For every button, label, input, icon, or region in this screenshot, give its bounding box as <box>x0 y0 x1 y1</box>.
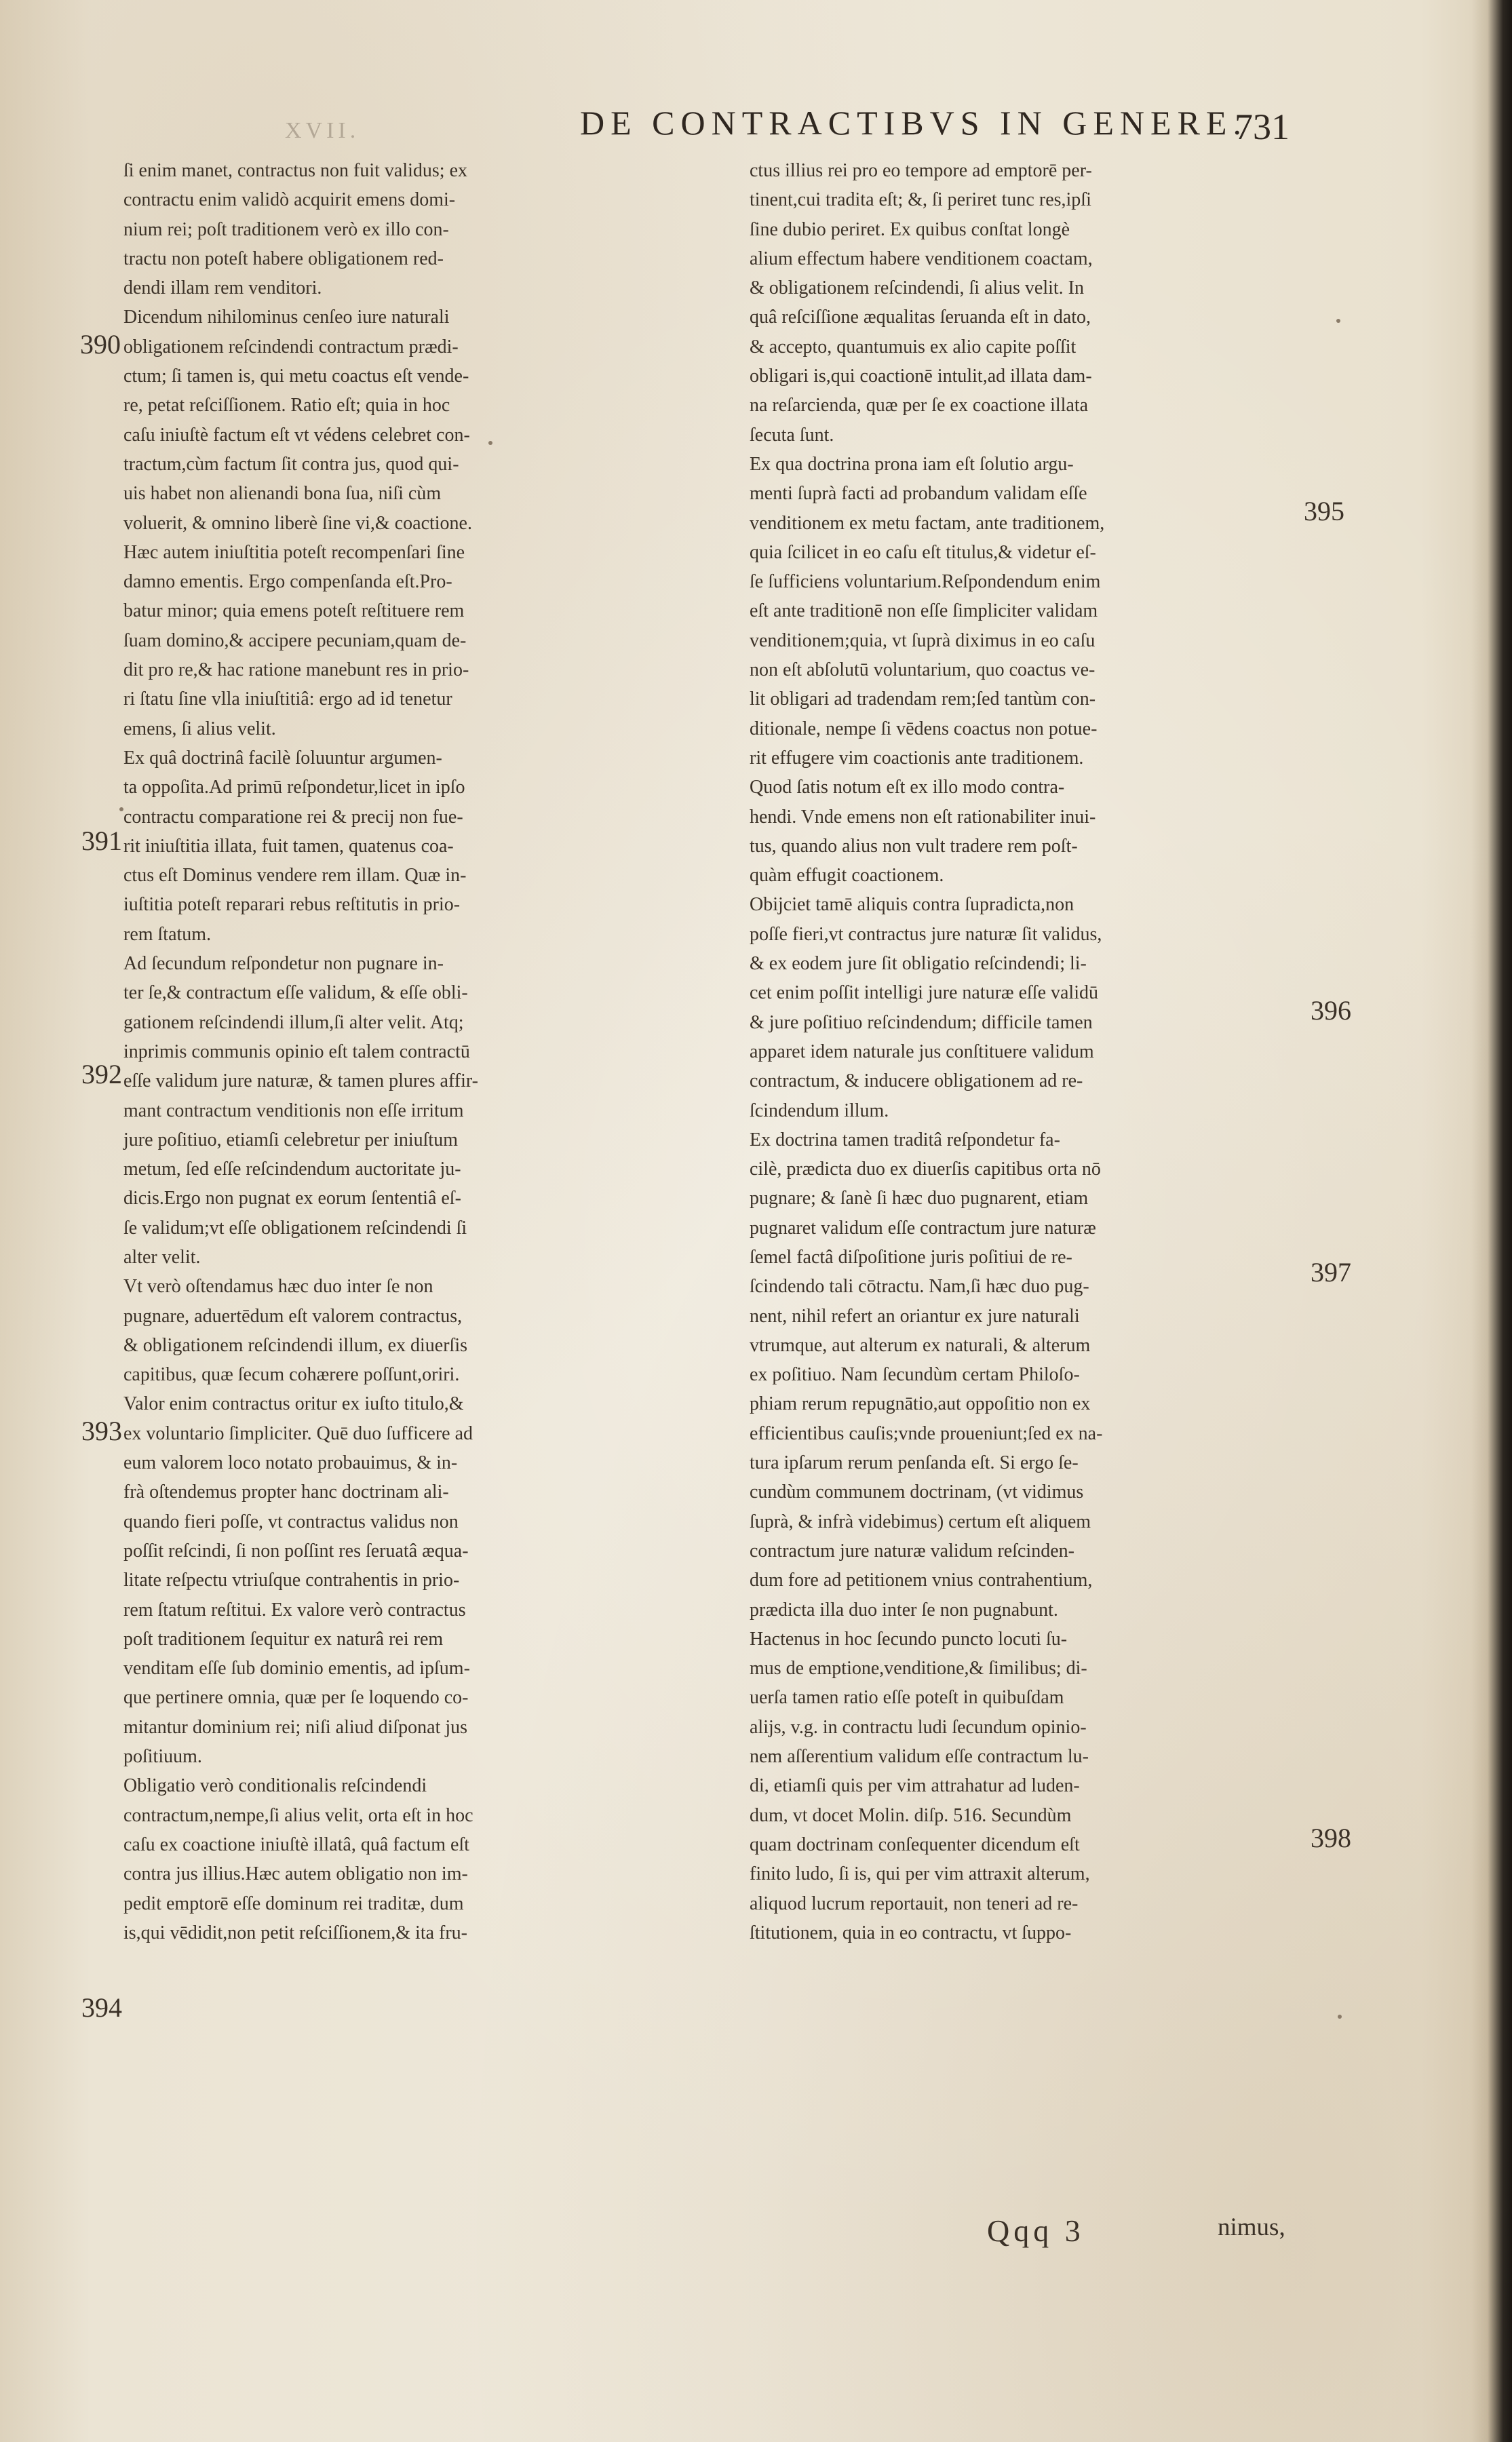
text-line: re, petat reſciſſionem. Ratio eſt; quia in hoc <box>123 395 450 416</box>
text-line: mant contractum venditionis non eſſe irritum <box>123 1100 464 1121</box>
text-line: ſcindendum illum. <box>750 1100 889 1121</box>
text-line: batur minor; quia emens poteſt reſtituere rem <box>123 600 465 622</box>
text-line: nent, nihil refert an oriantur ex jure naturali <box>750 1305 1080 1327</box>
text-line: Hactenus in hoc ſecundo puncto locuti ſu- <box>750 1628 1068 1650</box>
text-line: uis habet non alienandi bona ſua, niſi cùm <box>123 483 442 505</box>
text-line: ta oppoſita.Ad primū reſpondetur,licet in ipſo <box>123 777 465 798</box>
text-line: quia ſcilicet in eo caſu eſt titulus,& videtur eſ- <box>750 541 1096 563</box>
margin-number: 398 <box>1311 1823 1351 1853</box>
text-line: lit obligari ad tradendam rem;ſed tantùm con- <box>750 689 1096 710</box>
text-line: Obligatio verò conditionalis reſcindendi <box>123 1775 427 1797</box>
text-line: Ex qua doctrina prona iam eſt ſolutio argu- <box>750 453 1074 475</box>
text-line: contra jus illius.Hæc autem obligatio non im- <box>123 1863 468 1885</box>
text-line: di, etiamſi quis per vim attrahatur ad luden- <box>750 1775 1080 1797</box>
margin-number: 392 <box>81 1059 122 1089</box>
left-column <box>123 156 734 1947</box>
text-line: contractu comparatione rei & precij non fue- <box>123 806 463 828</box>
text-line: obligari is,qui coactionē intulit,ad illata dam- <box>750 366 1092 387</box>
text-line: Ex quâ doctrinâ facilè ſoluuntur argumen- <box>123 747 442 769</box>
margin-number: 396 <box>1311 995 1351 1026</box>
text-line: dendi illam rem venditori. <box>123 277 322 299</box>
text-line: metum, ſed eſſe reſcindendum auctoritate ju- <box>123 1159 461 1180</box>
text-line: mus de emptione,venditione,& ſimilibus; di- <box>750 1658 1087 1680</box>
text-line: phiam rerum repugnātio,aut oppoſitio non ex <box>750 1393 1091 1415</box>
text-line: prædicta illa duo inter ſe non pugnabunt. <box>750 1599 1058 1621</box>
text-line: cilè, prædicta duo ex diuerſis capitibus orta nō <box>750 1159 1101 1180</box>
text-line: tus, quando alius non vult tradere rem poſt- <box>750 835 1078 857</box>
text-line: tractu non poteſt habere obligationem red- <box>123 248 444 269</box>
text-line: Obijciet tamē aliquis contra ſupradicta,non <box>750 894 1074 916</box>
text-line: ſuam domino,& accipere pecuniam,quam de- <box>123 629 467 651</box>
text-line: litate reſpectu vtriuſque contrahentis in prio- <box>123 1570 460 1591</box>
text-line: caſu ex coactione iniuſtè illatâ, quâ factum eſt <box>123 1834 470 1855</box>
text-line: ter ſe,& contractum eſſe validum, & eſſe obli- <box>123 982 468 1004</box>
text-line: & jure poſitiuo reſcindendum; difficile tamen <box>750 1011 1093 1033</box>
text-line: alter velit. <box>123 1246 201 1268</box>
text-line: pedit emptorē eſſe dominum rei traditæ, dum <box>123 1893 464 1914</box>
page-number: 731 <box>1235 106 1290 147</box>
text-line: finito ludo, ſi is, qui per vim attraxit alterum, <box>750 1863 1090 1885</box>
text-line: Hæc autem iniuſtitia poteſt recompenſari ſine <box>123 541 465 563</box>
signature-mark: Qqq 3 <box>987 2213 1085 2248</box>
text-line: cundùm communem doctrinam, (vt vidimus <box>750 1481 1084 1503</box>
text-line: quando fieri poſſe, vt contractus validus non <box>123 1511 459 1532</box>
text-line: ctus illius rei pro eo tempore ad emptorē per- <box>750 160 1092 181</box>
text-line: tinent,cui tradita eſt; &, ſi periret tunc res,ipſi <box>750 189 1091 211</box>
text-line: nium rei; poſt traditionem verò ex illo con- <box>123 218 449 240</box>
text-line: ſcindendo tali cōtractu. Nam,ſi hæc duo pug- <box>750 1276 1089 1298</box>
text-line: contractum,nempe,ſi alius velit, orta eſt in hoc <box>123 1804 473 1826</box>
text-line: efficientibus cauſis;vnde proueniunt;ſed ex na- <box>750 1422 1103 1444</box>
text-line: pugnare, aduertēdum eſt valorem contractus, <box>123 1305 463 1327</box>
running-header <box>81 103 1330 151</box>
text-line: dum fore ad petitionem vnius contrahentium, <box>750 1570 1093 1591</box>
text-line: pugnare; & ſanè ſi hæc duo pugnarent, etiam <box>750 1188 1089 1209</box>
text-line: quam doctrinam conſequenter dicendum eſt <box>750 1834 1080 1855</box>
text-line: caſu iniuſtè factum eſt vt védens celebret con- <box>123 424 470 446</box>
text-line: & obligationem reſcindendi, ſi alius velit. In <box>750 277 1085 299</box>
text-line: non eſt abſolutū voluntarium, quo coactus ve- <box>750 659 1096 681</box>
margin-number: 393 <box>81 1416 122 1446</box>
text-line: rem ſtatum. <box>123 923 212 945</box>
text-line: tractum,cùm factum ſit contra jus, quod qui- <box>123 453 459 475</box>
text-line: que pertinere omnia, quæ per ſe loquendo co- <box>123 1687 469 1709</box>
catchword: nimus, <box>1218 2213 1285 2241</box>
text-line: quàm effugit coactionem. <box>750 865 944 887</box>
margin-number: 397 <box>1311 1257 1351 1287</box>
margin-number: 391 <box>81 826 122 856</box>
text-line: ſe validum;vt eſſe obligationem reſcindendi ſi <box>123 1217 467 1239</box>
text-line: ditionale, nempe ſi vēdens coactus non potue- <box>750 718 1098 739</box>
text-line: eſſe validum jure naturæ, & tamen plures affir- <box>123 1070 478 1092</box>
text-line: eum valorem loco notato probauimus, & in- <box>123 1452 458 1474</box>
text-line: poſt traditionem ſequitur ex naturâ rei rem <box>123 1628 444 1650</box>
text-line: poſſit reſcindi, ſi non poſſint res ſeruatâ æqua- <box>123 1540 469 1562</box>
text-line: inprimis communis opinio eſt talem contractū <box>123 1041 470 1062</box>
text-line: Dicendum nihilominus cenſeo iure naturali <box>123 307 450 328</box>
text-line: rem ſtatum reſtitui. Ex valore verò contractus <box>123 1599 466 1621</box>
text-line: gationem reſcindendi illum,ſi alter velit. Atq; <box>123 1011 464 1033</box>
text-line: is,qui vēdidit,non petit reſciſſionem,& ita fru- <box>123 1922 468 1943</box>
text-line: poſſe fieri,vt contractus jure naturæ ſit validus, <box>750 923 1102 945</box>
text-line: Ex doctrina tamen traditâ reſpondetur fa- <box>750 1129 1060 1150</box>
text-line: quâ reſciſſione æqualitas ſeruanda eſt in dato, <box>750 307 1091 328</box>
binding-edge <box>1471 0 1512 2442</box>
text-line: contractum, & inducere obligationem ad re- <box>750 1070 1083 1092</box>
margin-number: 395 <box>1304 496 1344 526</box>
text-line: rit iniuſtitia illata, fuit tamen, quatenus coa- <box>123 835 454 857</box>
text-line: alijs, v.g. in contractu ludi ſecundum opinio- <box>750 1716 1087 1738</box>
running-title: DE CONTRACTIBVS IN GENERE. <box>580 104 1247 142</box>
text-line: ex poſitiuo. Nam ſecundùm certam Philoſo- <box>750 1364 1080 1386</box>
text-line: dicis.Ergo non pugnat ex eorum ſententiâ eſ- <box>123 1188 461 1209</box>
text-line: Quod ſatis notum eſt ex illo modo contra- <box>750 777 1065 798</box>
text-line: vtrumque, aut alterum ex naturali, & alterum <box>750 1334 1091 1356</box>
text-line: na reſarcienda, quæ per ſe ex coactione illata <box>750 395 1089 416</box>
text-line: nem aſſerentium validum eſſe contractum lu- <box>750 1746 1089 1768</box>
text-line: damno ementis. Ergo compenſanda eſt.Pro- <box>123 571 452 593</box>
text-line: menti ſuprà facti ad probandum validam eſſe <box>750 483 1087 505</box>
text-line: dit pro re,& hac ratione manebunt res in prio- <box>123 659 469 681</box>
text-line: capitibus, quæ ſecum cohærere poſſunt,oriri. <box>123 1364 460 1386</box>
text-line: ex voluntario ſimpliciter. Quē duo ſufficere ad <box>123 1422 473 1444</box>
margin-number: 390 <box>80 329 121 360</box>
text-line: jure poſitiuo, etiamſi celebretur per iniuſtum <box>123 1129 458 1150</box>
text-line: tura ipſarum rerum penſanda eſt. Si ergo ſe- <box>750 1452 1079 1474</box>
text-line: ſine dubio periret. Ex quibus conſtat longè <box>750 218 1070 240</box>
text-line: iuſtitia poteſt reparari rebus reſtitutis in prio- <box>123 894 461 916</box>
text-line: ctus eſt Dominus vendere rem illam. Quæ in- <box>123 865 467 887</box>
text-line: venditionem ex metu factam, ante traditionem, <box>750 512 1105 534</box>
text-line: uerſa tamen ratio eſſe poteſt in quibuſdam <box>750 1687 1064 1709</box>
text-line: Vt verò oſtendamus hæc duo inter ſe non <box>123 1276 433 1298</box>
speck <box>1338 2015 1342 2019</box>
text-line: & accepto, quantumuis ex alio capite poſſit <box>750 336 1077 357</box>
text-line: aliquod lucrum reportauit, non teneri ad re- <box>750 1893 1079 1914</box>
text-line: ſi enim manet, contractus non fuit validus; ex <box>123 160 467 181</box>
text-line: & obligationem reſcindendi illum, ex diuerſis <box>123 1334 468 1356</box>
text-line: rit effugere vim coactionis ante traditionem. <box>750 747 1084 769</box>
text-line: frà oſtendemus propter hanc doctrinam ali- <box>123 1481 449 1503</box>
text-line: ſtitutionem, quia in eo contractu, vt ſuppo- <box>750 1922 1072 1943</box>
text-line: eſt ante traditionē non eſſe ſimpliciter validam <box>750 600 1098 622</box>
text-line: voluerit, & omnino liberè ſine vi,& coactione. <box>123 512 472 534</box>
text-line: emens, ſi alius velit. <box>123 718 276 739</box>
text-line: Valor enim contractus oritur ex iuſto titulo,& <box>123 1393 464 1415</box>
text-line: obligationem reſcindendi contractum prædi- <box>123 336 459 357</box>
text-line: ſemel factâ diſpoſitione juris poſitiui de re- <box>750 1246 1072 1268</box>
text-line: poſitiuum. <box>123 1746 202 1768</box>
text-line: apparet idem naturale jus conſtituere validum <box>750 1041 1094 1062</box>
speck <box>119 807 123 811</box>
text-line: ctum; ſi tamen is, qui metu coactus eſt vende- <box>123 366 469 387</box>
text-line: ri ſtatu ſine vlla iniuſtitiâ: ergo ad id tenetur <box>123 689 452 710</box>
text-line: ſuprà, & infrà videbimus) certum eſt aliquem <box>750 1511 1091 1532</box>
text-line: contractu enim validò acquirit emens domi- <box>123 189 456 211</box>
text-line: ſecuta ſunt. <box>750 424 834 446</box>
text-line: hendi. Vnde emens non eſt rationabiliter inui- <box>750 806 1096 828</box>
text-line: & ex eodem jure ſit obligatio reſcindendi; li- <box>750 953 1087 975</box>
text-line: venditam eſſe ſub dominio ementis, ad ipſum- <box>123 1658 470 1680</box>
speck <box>1336 319 1340 323</box>
text-line: Ad ſecundum reſpondetur non pugnare in- <box>123 953 444 975</box>
faded-header-text: XVII. <box>285 118 360 143</box>
text-line: venditionem;quia, vt ſuprà diximus in eo caſu <box>750 629 1096 651</box>
margin-number: 394 <box>81 1992 122 2023</box>
text-line: dum, vt docet Molin. diſp. 516. Secundùm <box>750 1804 1072 1826</box>
text-line: cet enim poſſit intelligi jure naturæ eſſe validū <box>750 982 1098 1004</box>
right-column <box>750 156 1360 1947</box>
text-line: contractum jure naturæ validum reſcinden- <box>750 1540 1074 1562</box>
speck <box>488 441 492 445</box>
text-line: alium effectum habere venditionem coactam, <box>750 248 1093 269</box>
text-line: ſe ſufficiens voluntarium.Reſpondendum enim <box>750 571 1101 593</box>
text-line: mitantur dominium rei; niſi aliud diſponat jus <box>123 1716 468 1738</box>
text-line: pugnaret validum eſſe contractum jure naturæ <box>750 1217 1096 1239</box>
